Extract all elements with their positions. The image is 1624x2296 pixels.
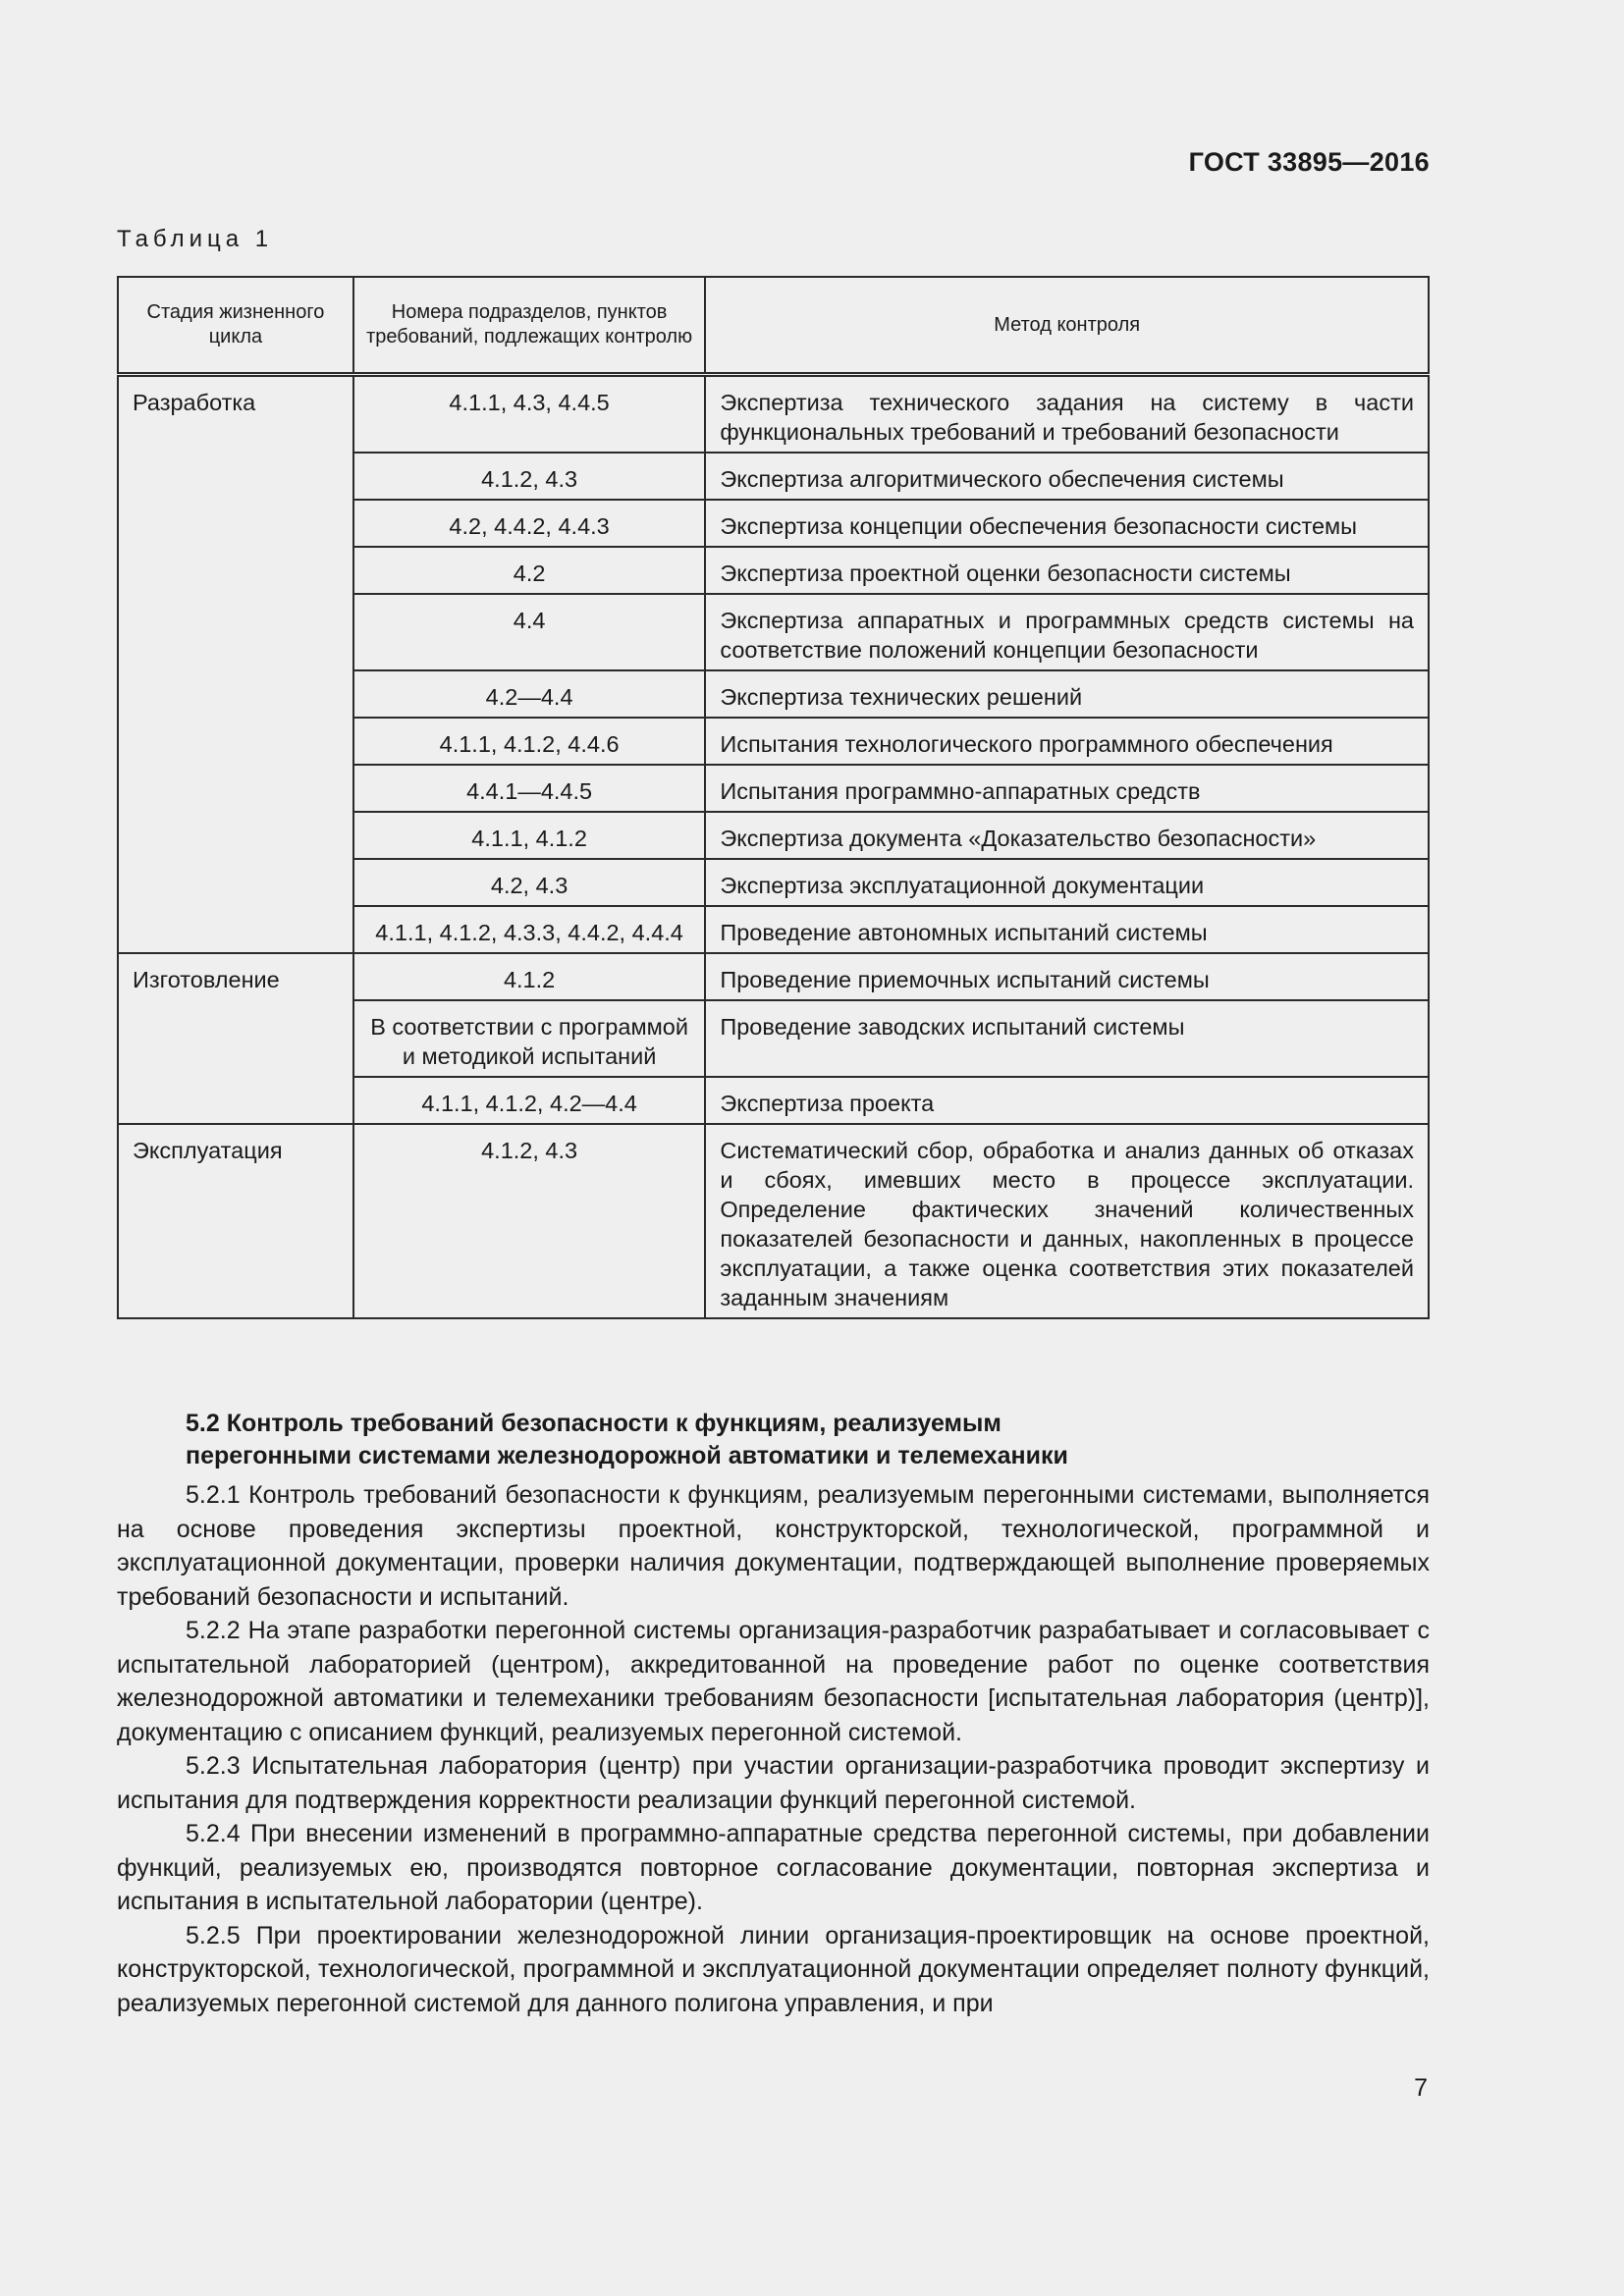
- table-row: [118, 375, 1429, 454]
- table-row: [118, 1124, 1429, 1318]
- control-methods-table: [117, 276, 1430, 1319]
- refs-cell: 4.1.2, 4.3: [353, 453, 706, 500]
- table-row: [118, 953, 1429, 1000]
- stage-cell: Эксплуатация: [118, 1124, 353, 1318]
- method-cell: Проведение заводских испытаний системы: [705, 1000, 1429, 1077]
- paragraph-5-2-4: 5.2.4 При внесении изменений в программно-аппаратные средства перегонной системы, при добавлении функций, реализуемых ею, производятся повторное согласование документации, повторная экспертиза и испытания в испытательной лаборатории (центре).: [117, 1820, 1430, 1915]
- method-cell: Экспертиза технического задания на систему в части функциональных требований и требований безопасности: [705, 375, 1429, 454]
- method-cell: Экспертиза проекта: [705, 1077, 1429, 1124]
- section-heading-line-2: перегонными системами железнодорожной автоматики и телемеханики: [186, 1442, 1068, 1469]
- refs-cell: 4.2—4.4: [353, 670, 706, 718]
- stage-cell: Изготовление: [118, 953, 353, 1124]
- method-cell: Экспертиза проектной оценки безопасности системы: [705, 547, 1429, 594]
- refs-cell: 4.2, 4.3: [353, 859, 706, 906]
- method-cell: Систематический сбор, обработка и анализ данных об отказах и сбоях, имевших место в процессе эксплуатации. Определение фактических значений количественных показателей безопасности и данных, накопленных в процессе эксплуатации, а также оценка соответствия этих показателей заданным значениям: [705, 1124, 1429, 1318]
- stage-cell: Разработка: [118, 375, 353, 954]
- column-header-stage: Стадия жизненного цикла: [118, 277, 353, 375]
- section-heading: [117, 1408, 1430, 1472]
- table-header-row: [118, 277, 1429, 375]
- refs-cell: 4.1.1, 4.3, 4.4.5: [353, 375, 706, 454]
- refs-cell: 4.1.1, 4.1.2, 4.2—4.4: [353, 1077, 706, 1124]
- method-cell: Экспертиза концепции обеспечения безопасности системы: [705, 500, 1429, 547]
- method-cell: Экспертиза аппаратных и программных средств системы на соответствие положений концепции безопасности: [705, 594, 1429, 670]
- method-cell: Экспертиза технических решений: [705, 670, 1429, 718]
- refs-cell: 4.4: [353, 594, 706, 670]
- method-cell: Экспертиза алгоритмического обеспечения системы: [705, 453, 1429, 500]
- refs-cell: 4.2, 4.4.2, 4.4.3: [353, 500, 706, 547]
- method-cell: Проведение автономных испытаний системы: [705, 906, 1429, 953]
- column-header-method: Метод контроля: [705, 277, 1429, 375]
- method-cell: Проведение приемочных испытаний системы: [705, 953, 1429, 1000]
- refs-cell: 4.1.1, 4.1.2, 4.3.3, 4.4.2, 4.4.4: [353, 906, 706, 953]
- table-caption: Таблица 1: [117, 226, 274, 252]
- method-cell: Экспертиза документа «Доказательство безопасности»: [705, 812, 1429, 859]
- method-cell: Экспертиза эксплуатационной документации: [705, 859, 1429, 906]
- refs-cell: 4.2: [353, 547, 706, 594]
- paragraph-5-2-1: 5.2.1 Контроль требований безопасности к функциям, реализуемым перегонными системами, выполняется на основе проведения экспертизы проектной, конструкторской, технологической, программной и эксплуатационной документации, проверки наличия документации, подтверждающей выполнение проверяемых требований безопасности и испытаний.: [117, 1481, 1430, 1611]
- paragraph-5-2-3: 5.2.3 Испытательная лаборатория (центр) при участии организации-разработчика проводит экспертизу и испытания для подтверждения корректности реализации функций перегонной системой.: [117, 1752, 1430, 1814]
- refs-cell: 4.1.1, 4.1.2: [353, 812, 706, 859]
- refs-cell: В соответствии с программой и методикой испытаний: [353, 1000, 706, 1077]
- document-code: ГОСТ 33895—2016: [1188, 147, 1430, 177]
- method-cell: Испытания технологического программного обеспечения: [705, 718, 1429, 765]
- method-cell: Испытания программно-аппаратных средств: [705, 765, 1429, 812]
- refs-cell: 4.1.2: [353, 953, 706, 1000]
- refs-cell: 4.1.2, 4.3: [353, 1124, 706, 1318]
- page-number: 7: [1414, 2074, 1428, 2102]
- refs-cell: 4.4.1—4.4.5: [353, 765, 706, 812]
- column-header-refs: Номера подразделов, пунктов требований, подлежащих контролю: [353, 277, 706, 375]
- refs-cell: 4.1.1, 4.1.2, 4.4.6: [353, 718, 706, 765]
- paragraph-5-2-5: 5.2.5 При проектировании железнодорожной линии организация-проектировщик на основе проектной, конструкторской, технологической, программной и эксплуатационной документации определяет полноту функций, реализуемых перегонной системой для данного полигона управления, и при: [117, 1921, 1430, 2017]
- paragraph-5-2-2: 5.2.2 На этапе разработки перегонной системы организация-разработчик разрабатывает и согласовывает с испытательной лабораторией (центром), аккредитованной на проведение работ по оценке соответствия железнодорожной автоматики и телемеханики требованиям безопасности [испытательная лаборатория (центр)], документацию с описанием функций, реализуемых перегонной системой.: [117, 1617, 1430, 1746]
- section-5-2: [117, 1408, 1430, 2020]
- section-heading-line-1: 5.2 Контроль требований безопасности к функциям, реализуемым: [186, 1410, 1001, 1437]
